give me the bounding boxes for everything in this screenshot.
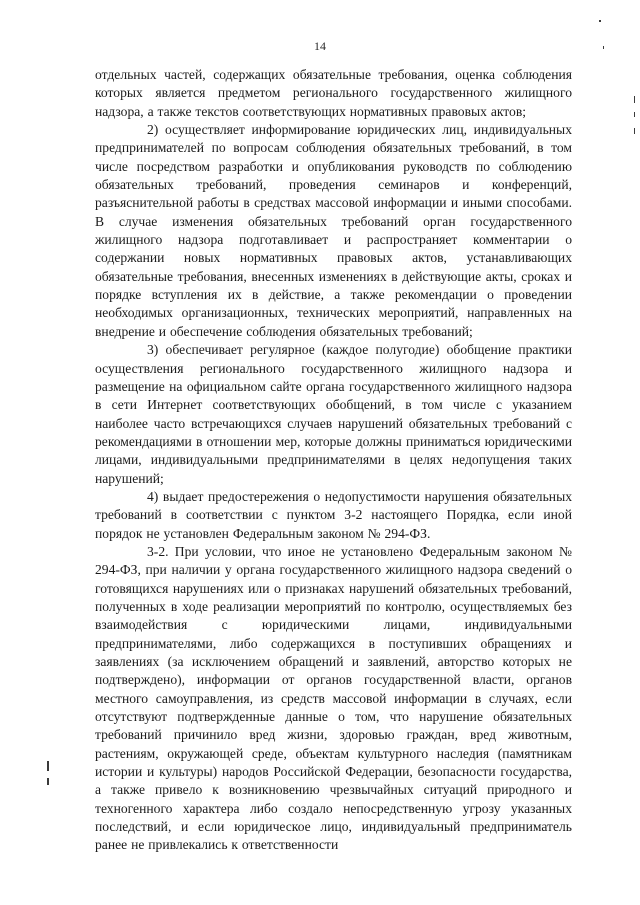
scan-speck [603,46,604,49]
paragraph-clause-3-2: 3-2. При условии, что иное не установлено Федеральным законом № 294-ФЗ, при наличии у органа государственного жилищного надзора сведений о готовящихся нарушениях или о признаках нарушений обязательных требований, полученных в ходе реализации мероприятий по контролю, осуществляемых без взаимодействия с юридическими лицами, индивидуальными предпринимателями, либо содержащихся в поступивших обращениях и заявлениях (за исключением обращений и заявлений, авторство которых не подтверждено), информации от органов государственной власти, органов местного самоуправления, из средств массовой информации в случаях, если отсутствуют подтвержденные данные о том, что нарушение обязательных требований причинило вред жизни, здоровью граждан, вред животным, растениям, окружающей среде, объектам культурного наследия (памятникам истории и культуры) народов Российской Федерации, безопасности государства, а также привело к возникновению чрезвычайных ситуаций природного и техногенного характера либо создало непосредственную угрозу указанных последствий, и если юридическое лицо, индивидуальный предприниматель ранее не привлекались к ответственности [95,543,572,853]
page-number: 14 [314,39,326,53]
paragraph-item-4: 4) выдает предостережения о недопустимости нарушения обязательных требований в соответствии с пунктом 3-2 настоящего Порядка, если иной порядок не установлен Федеральным законом № 294-ФЗ. [95,488,572,541]
scan-speck [47,778,49,785]
scan-speck [47,761,49,771]
paragraph-item-2: 2) осуществляет информирование юридических лиц, индивидуальных предпринимателей по вопросам соблюдения обязательных требований, в том числе посредством разработки и опубликования руководств по соблюдению обязательных требований, проведения семинаров и конференций, разъяснительной работы в средствах массовой информации и иными способами. В случае изменения обязательных требований орган государственного жилищного надзора подготавливает и распространяет комментарии о содержании новых нормативных правовых актов, устанавливающих обязательные требования, внесенных изменениях в действующие акты, сроках и порядке вступления их в действие, а также рекомендации о проведении необходимых организационных, технических мероприятий, направленных на внедрение и обеспечение соблюдения обязательных требований; [95,122,572,339]
body-text [95,66,572,855]
paragraph-continuation: отдельных частей, содержащих обязательные требования, оценка соблюдения которых является предметом регионального государственного жилищного надзора, а также текстов соответствующих нормативных правовых актов; [95,67,572,119]
scan-speck [599,20,601,22]
scan-speck [634,128,635,134]
scan-speck [634,112,635,117]
paragraph-item-3: 3) обеспечивает регулярное (каждое полугодие) обобщение практики осуществления регионального государственного жилищного надзора и размещение на официальном сайте органа государственного жилищного надзора в сети Интернет соответствующих обобщений, в том числе с указанием наиболее часто встречающихся случаев нарушений обязательных требований с рекомендациями в отношении мер, которые должны приниматься юридическими лицами, индивидуальными предпринимателями в целях недопущения таких нарушений; [95,342,572,486]
scan-speck [634,96,635,103]
